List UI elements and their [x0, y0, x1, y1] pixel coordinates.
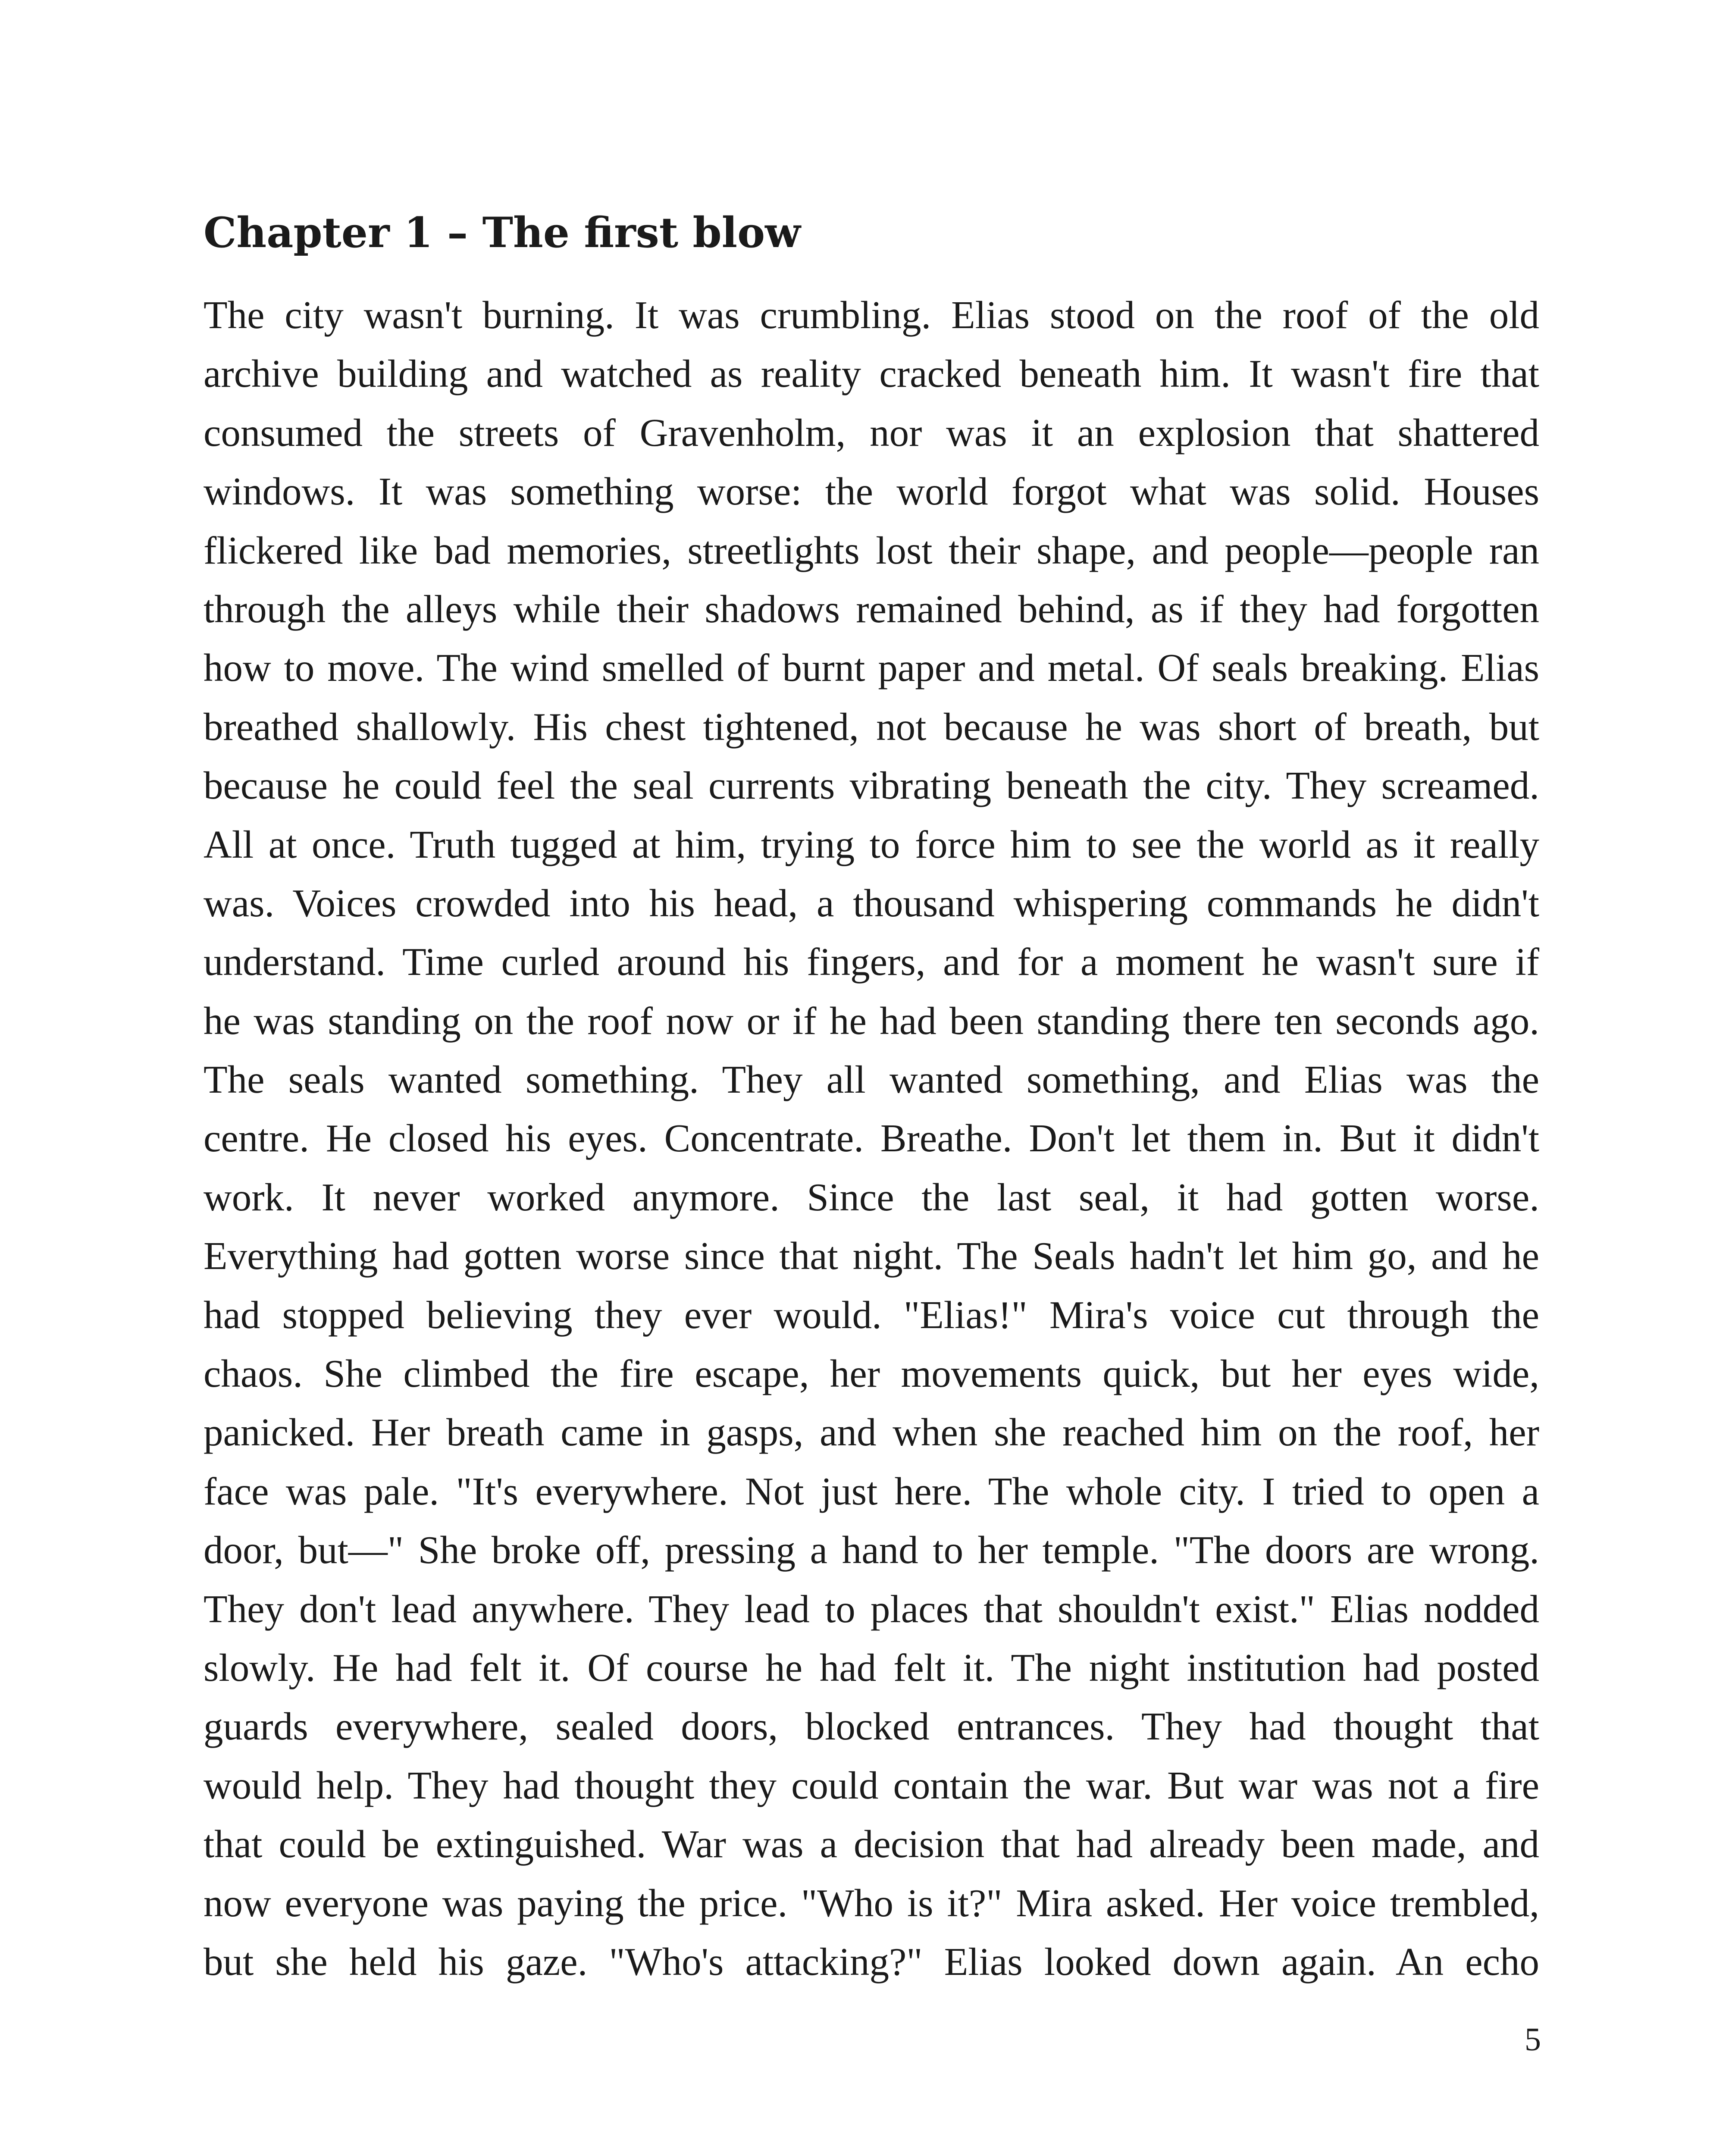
body-line: but she held his gaze. "Who's attacking?" Elias looked down again. An echo — [204, 1940, 1539, 1984]
body-line: through the alleys while their shadows remained behind, as if they had forgotten — [204, 587, 1539, 631]
body-text — [204, 286, 1539, 1991]
body-line: now everyone was paying the price. "Who is it?" Mira asked. Her voice trembled, — [204, 1881, 1539, 1925]
body-line: consumed the streets of Gravenholm, nor was it an explosion that shattered — [204, 411, 1539, 454]
body-line: All at once. Truth tugged at him, trying to force him to see the world as it really — [204, 822, 1539, 866]
body-line: panicked. Her breath came in gasps, and when she reached him on the roof, her — [204, 1410, 1539, 1454]
body-line: breathed shallowly. His chest tightened, not because he was short of breath, but — [204, 705, 1539, 749]
body-line: door, but—" She broke off, pressing a hand to her temple. "The doors are wrong. — [204, 1528, 1539, 1572]
body-line: guards everywhere, sealed doors, blocked entrances. They had thought that — [204, 1705, 1539, 1749]
body-line: because he could feel the seal currents vibrating beneath the city. They screamed. — [204, 764, 1539, 808]
body-line: understand. Time curled around his fingers, and for a moment he wasn't sure if — [204, 940, 1539, 984]
body-line: would help. They had thought they could contain the war. But war was not a fire — [204, 1763, 1539, 1807]
body-line: chaos. She climbed the fire escape, her movements quick, but her eyes wide, — [204, 1352, 1539, 1396]
body-line: work. It never worked anymore. Since the last seal, it had gotten worse. — [204, 1175, 1539, 1219]
body-line: flickered like bad memories, streetlights lost their shape, and people—people ran — [204, 528, 1539, 572]
chapter-title: Chapter 1 – The first blow — [204, 208, 801, 257]
body-line: he was standing on the roof now or if he had been standing there ten seconds ago. — [204, 999, 1539, 1043]
body-line: face was pale. "It's everywhere. Not just here. The whole city. I tried to open a — [204, 1469, 1539, 1513]
page-number: 5 — [1525, 2021, 1541, 2058]
body-line: archive building and watched as reality cracked beneath him. It wasn't fire that — [204, 352, 1539, 396]
body-line: The city wasn't burning. It was crumbling. Elias stood on the roof of the old — [204, 293, 1539, 337]
body-line: how to move. The wind smelled of burnt paper and metal. Of seals breaking. Elias — [204, 646, 1539, 690]
body-line: The seals wanted something. They all wanted something, and Elias was the — [204, 1058, 1539, 1102]
body-line: They don't lead anywhere. They lead to places that shouldn't exist." Elias nodded — [204, 1587, 1539, 1631]
body-line: windows. It was something worse: the world forgot what was solid. Houses — [204, 470, 1539, 514]
body-line: centre. He closed his eyes. Concentrate. Breathe. Don't let them in. But it didn't — [204, 1116, 1539, 1160]
body-line: had stopped believing they ever would. "Elias!" Mira's voice cut through the — [204, 1293, 1539, 1337]
body-line: was. Voices crowded into his head, a thousand whispering commands he didn't — [204, 881, 1539, 925]
body-line: Everything had gotten worse since that night. The Seals hadn't let him go, and he — [204, 1234, 1539, 1278]
body-line: slowly. He had felt it. Of course he had felt it. The night institution had posted — [204, 1645, 1539, 1689]
body-line: that could be extinguished. War was a decision that had already been made, and — [204, 1822, 1539, 1866]
